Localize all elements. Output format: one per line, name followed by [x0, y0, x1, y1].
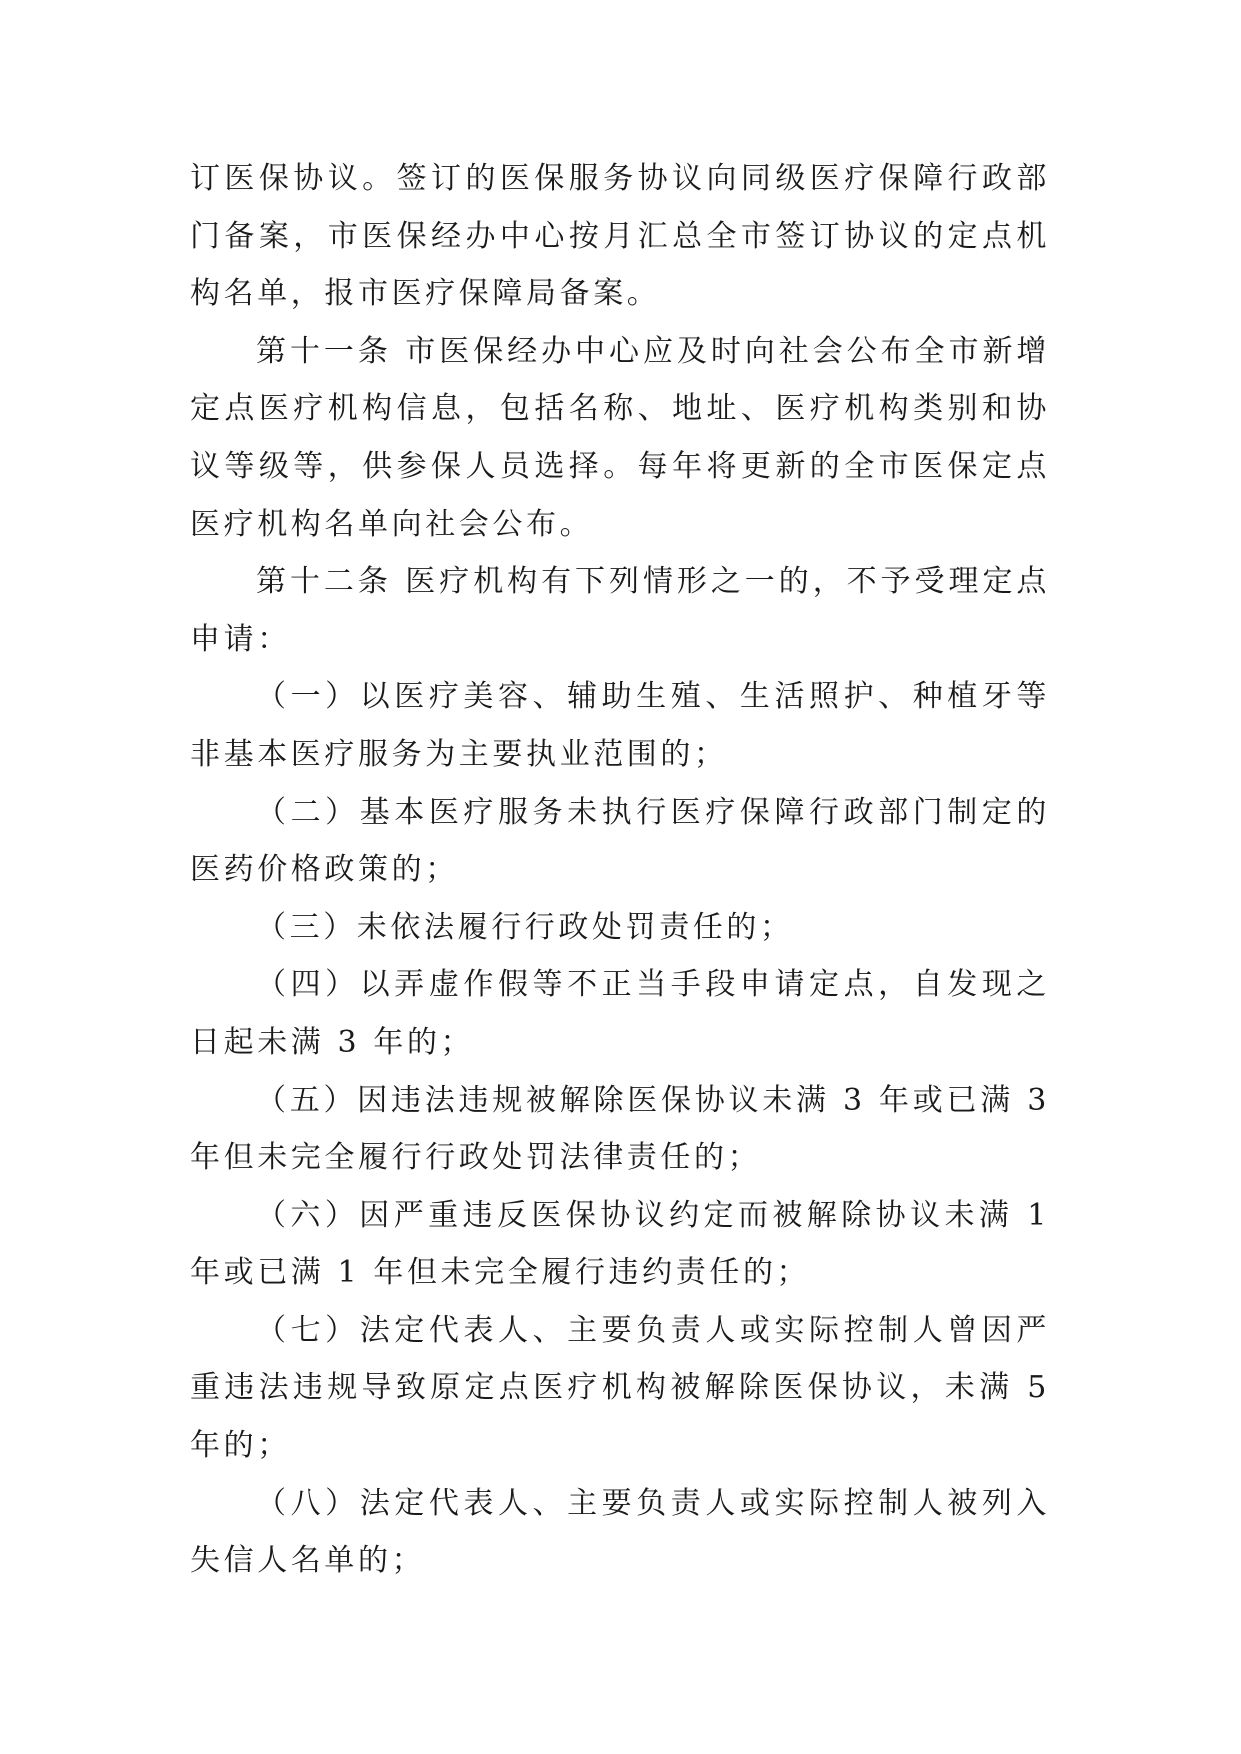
article-12-item-2: （二）基本医疗服务未执行医疗保障行政部门制定的医药价格政策的； [190, 794, 1050, 888]
article-11: 第十一条 市医保经办中心应及时向社会公布全市新增定点医疗机构信息，包括名称、地址、医疗机构类别和协议等级等，供参保人员选择。每年将更新的全市医保定点医疗机构名单向社会公布。 [190, 333, 1050, 542]
article-12: 第十二条 医疗机构有下列情形之一的，不予受理定点申请： [190, 564, 1050, 657]
article-12-item-7: （七）法定代表人、主要负责人或实际控制人曾因严重违法违规导致原定点医疗机构被解除医保协议，未满 5 年的； [190, 1312, 1050, 1464]
article-12-item-6: （六）因严重违反医保协议约定而被解除协议未满 1 年或已满 1 年但未完全履行违约责任的； [190, 1197, 1050, 1291]
article-12-item-1: （一）以医疗美容、辅助生殖、生活照护、种植牙等非基本医疗服务为主要执业范围的； [190, 679, 1050, 772]
article-12-item-5: （五）因违法违规被解除医保协议未满 3 年或已满 3 年但未完全履行行政处罚法律责任的； [190, 1082, 1050, 1176]
paragraph-continuation: 订医保协议。签订的医保服务协议向同级医疗保障行政部门备案，市医保经办中心按月汇总全市签订协议的定点机构名单，报市医疗保障局备案。 [190, 161, 1050, 312]
article-12-item-8: （八）法定代表人、主要负责人或实际控制人被列入失信人名单的； [190, 1485, 1050, 1579]
article-12-item-3: （三）未依法履行行政处罚责任的； [256, 909, 794, 945]
document-body [190, 150, 1050, 1590]
article-12-item-4: （四）以弄虚作假等不正当手段申请定点，自发现之日起未满 3 年的； [190, 967, 1050, 1060]
